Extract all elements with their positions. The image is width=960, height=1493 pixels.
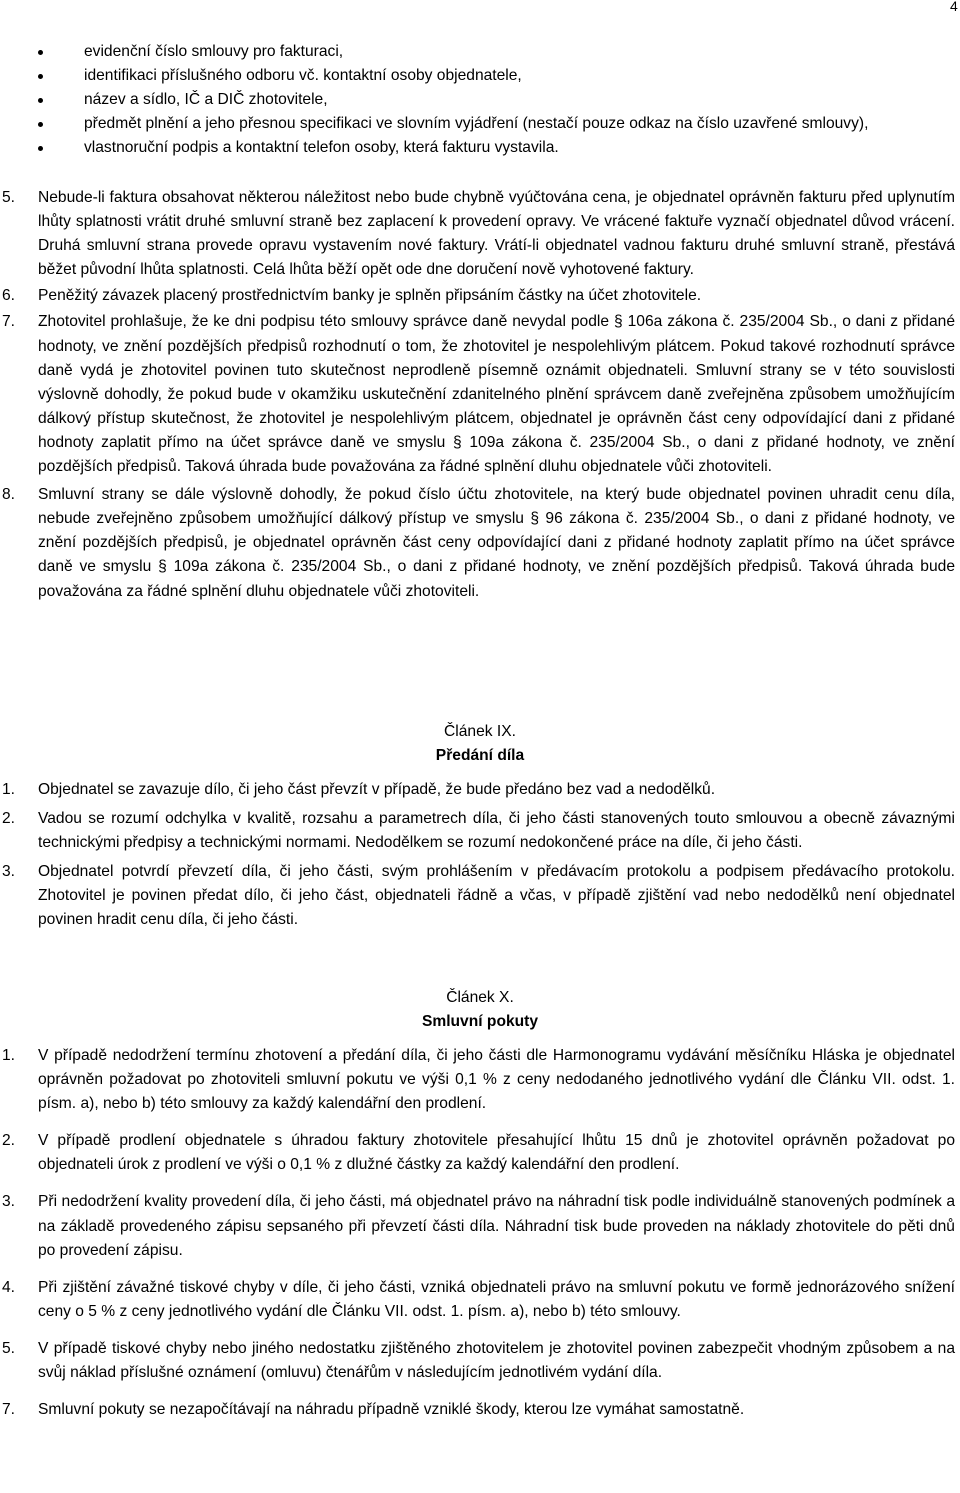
- article-ix-clauses: [0, 778, 960, 933]
- list-item: identifikaci příslušného odboru vč. kontaktní osoby objednatele,: [38, 64, 960, 88]
- bullet-icon: [38, 146, 43, 151]
- list-item: evidenční číslo smlouvy pro fakturaci,: [38, 40, 960, 64]
- article-x-clauses: [0, 1044, 960, 1422]
- bullet-icon: [38, 74, 43, 79]
- article-ix-heading: [0, 720, 960, 768]
- list-item: 5. V případě tiskové chyby nebo jiného nedostatku zjištěného zhotovitelem je zhotovitel povinen zabezpečit vhodným způsobem a na svůj náklad příslušné oznámení (omluvu) čtenářům v následujícím jednotlivém vydání díla.: [2, 1339, 955, 1382]
- page-number: 4: [950, 0, 958, 14]
- clause-7: 7. Zhotovitel prohlašuje, že ke dni podpisu této smlouvy správce daně nevydal podle § 106a zákona č. 235/2004 Sb., o dani z přidané hodnoty, ve znění pozdějších předpisů rozhodnutí o tom, že zhotovitel je nespolehlivým plátcem. Pokud takové rozhodnutí správce daně vydá je zhotovitel povinen tuto skutečnost neprodleně písemně oznámit objednateli. Smluvní strany se v této souvislosti výslovně dohodly, že pokud bude v okamžiku uskutečnění zdanitelného plnění správcem daně zveřejněna způsobem umožňujícím dálkový přístup skutečnost, že zhotovitel je nespolehlivým plátcem, objednatel je oprávněn část ceny odpovídající dani z přidané hodnoty zaplatit přímo na účet správce daně ve smyslu § 109a zákona č. 235/2004 Sb., o dani z přidané hodnoty, ve znění pozdějších předpisů. Taková úhrada bude považována za řádné splnění dluhu objednatele vůči zhotoviteli.: [2, 313, 955, 476]
- list-item: 3. Objednatel potvrdí převzetí díla, či jeho části, svým prohlášením v předávacím protokolu a podpisem předávacího protokolu. Zhotovitel je povinen předat dílo, či jeho část, objednateli řádně a včas, v případě zjištění vad nebo nedodělků není objednatel povinen hradit cenu díla, či jeho části.: [2, 863, 955, 929]
- list-item: 1. V případě nedodržení termínu zhotovení a předání díla, či jeho části dle Harmonogramu vydávání měsíčníku Hláska je objednatel oprávněn požadovat po zhotoviteli smluvní pokutu ve výši 0,1 % z ceny nedodaného jednotlivého vydání dle Článku VII. odst. 1. písm. a), nebo b) této smlouvy za každý kalendářní den prodlení.: [2, 1047, 955, 1113]
- list-item: název a sídlo, IČ a DIČ zhotovitele,: [38, 88, 960, 112]
- article-ix-label: Článek IX.: [444, 723, 516, 740]
- invoice-requirements-list: [38, 40, 960, 160]
- article-x-label: Článek X.: [446, 989, 514, 1006]
- bullet-icon: [38, 50, 43, 55]
- list-item: 7. Smluvní pokuty se nezapočítávají na náhradu případně vzniklé škody, kterou lze vymáhat samostatně.: [2, 1401, 745, 1419]
- article-ix-title: Předání díla: [435, 747, 525, 764]
- bullet-icon: [38, 122, 43, 127]
- bullet-icon: [38, 98, 43, 103]
- clause-6: 6. Peněžitý závazek placený prostřednictvím banky je splněn připsáním částky na účet zhotovitele.: [2, 287, 702, 305]
- list-item: 2. Vadou se rozumí odchylka v kvalitě, rozsahu a parametrech díla, či jeho části stanovených touto smlouvou a obecně závaznými technickými předpisy a technickými normami. Nedodělkem se rozumí nedokončené práce na díle, či jeho části.: [2, 810, 955, 852]
- clause-8: 8. Smluvní strany se dále výslovně dohodly, že pokud číslo účtu zhotovitele, na který bude objednatel povinen uhradit cenu díla, nebude zveřejněno způsobem umožňující dálkový přístup ve smyslu § 96 zákona č. 235/2004 Sb., o dani z přidané hodnoty, ve znění pozdějších předpisů, je objednatel oprávněn část ceny odpovídající dani z přidané hodnoty zaplatit přímo na účet správce daně ve smyslu § 109a zákona č. 235/2004 Sb., o dani z přidané hodnoty, ve znění pozdějších předpisů. Taková úhrada bude považována za řádné splnění dluhu objednatele vůči zhotoviteli.: [2, 486, 955, 600]
- list-item: 3. Při nedodržení kvality provedení díla, či jeho části, má objednatel právo na náhradní tisk podle individuálně stanovených podmínek a na základě provedeného zápisu sepsaného při převzetí části díla. Náhradní tisk bude proveden na náklady zhotovitele do pěti dnů po provedení zápisu.: [2, 1193, 955, 1259]
- list-item: předmět plnění a jeho přesnou specifikaci ve slovním vyjádření (nestačí pouze odkaz na číslo uzavřené smlouvy),: [38, 112, 960, 136]
- clause-5: 5. Nebude-li faktura obsahovat některou náležitost nebo bude chybně vyúčtována cena, je objednatel oprávněn fakturu před uplynutím lhůty splatnosti vrátit druhé smluvní straně bez zaplacení k provedení opravy. Ve vrácené faktuře vyznačí objednatel důvod vrácení. Druhá smluvní strana provede opravu vystavením nové faktury. Vrátí-li objednatel vadnou fakturu druhé smluvní straně, přestává běžet původní lhůta splatnosti. Celá lhůta běží opět ode dne doručení nově vyhotovené faktury.: [2, 189, 955, 279]
- list-item: 1. Objednatel se zavazuje dílo, či jeho část převzít v případě, že bude předáno bez vad a nedodělků.: [2, 781, 716, 798]
- article-x-title: Smluvní pokuty: [421, 1013, 539, 1030]
- payment-clauses: [0, 186, 960, 604]
- list-item: 2. V případě prodlení objednatele s úhradou faktury zhotovitele přesahující lhůtu 15 dnů je zhotovitel oprávněn požadovat po objednateli úrok z prodlení ve výši o 0,1 % z dlužné částky za každý kalendářní den prodlení.: [2, 1132, 955, 1174]
- article-x-heading: [0, 986, 960, 1034]
- list-item: vlastnoruční podpis a kontaktní telefon osoby, která fakturu vystavila.: [38, 136, 960, 160]
- list-item: 4. Při zjištění závažné tiskové chyby v díle, či jeho části, vzniká objednateli právo na smluvní pokutu ve formě jednorázového snížení ceny o 5 % z ceny jednotlivého vydání dle Článku VII. odst. 1. písm. a), nebo b) této smlouvy.: [2, 1278, 955, 1320]
